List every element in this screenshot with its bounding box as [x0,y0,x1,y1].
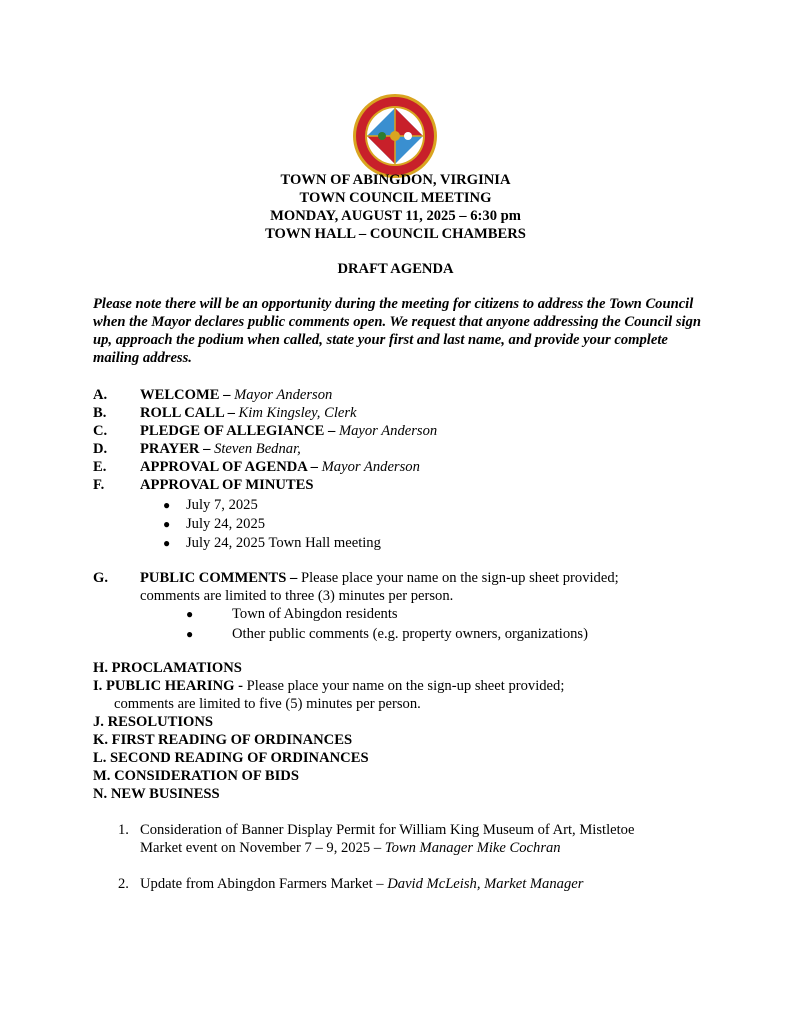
item-title: PUBLIC COMMENTS – [140,570,301,586]
header-location: TOWN HALL – COUNCIL CHAMBERS [265,226,526,242]
item-detail: Kim Kingsley, Clerk [238,405,357,421]
item-letter: G. [93,570,108,586]
section-l: L. SECOND READING OF ORDINANCES [93,750,369,766]
bullet-icon: ● [186,627,194,641]
bullet-icon: ● [163,536,171,550]
item-detail-cont: comments are limited to five (5) minutes per person. [114,696,421,712]
new-business-number: 1. [118,822,129,838]
bullet-icon: ● [186,607,194,621]
section-i [93,677,564,695]
item-detail: Please place your name on the sign-up sheet provided; [246,678,565,694]
item-letter: B. [93,405,107,421]
item-detail: Mayor Anderson [234,387,333,403]
item-detail: Mayor Anderson [338,423,438,439]
item-letter: C. [93,423,108,439]
item-letter: F. [93,477,105,493]
bullet-icon: ● [163,498,171,512]
header-date: MONDAY, AUGUST 11, 2025 – 6:30 pm [270,208,521,224]
item-detail: Mayor Anderson [321,459,420,475]
item-title: APPROVAL OF AGENDA – [140,459,322,475]
section-j: J. RESOLUTIONS [93,714,214,730]
item-letter: A. [93,387,108,403]
meeting-header [0,171,791,243]
item-title: I. PUBLIC HEARING - [93,678,247,694]
town-seal-logo [352,93,438,179]
new-business-item-1: Consideration of Banner Display Permit for William King Museum of Art, Mistletoe [140,822,635,838]
draft-agenda-title: DRAFT AGENDA [337,261,454,277]
intro-note: Please note there will be an opportunity during the meeting for citizens to address the Town Council when the Mayor declares public comments open. We request that anyone addressing the Council sign up, approach the podium when called, state your first and last name, and provide your complete mailing address. [93,296,701,366]
header-town: TOWN OF ABINGDON, VIRGINIA [280,172,511,188]
section-m: M. CONSIDERATION OF BIDS [93,768,299,784]
item-title: APPROVAL OF MINUTES [140,477,314,493]
bullet-icon: ● [163,517,171,531]
new-business-item-1-cont: Market event on November 7 – 9, 2025 – Town Manager Mike Cochran [140,840,561,856]
item-letter: D. [93,441,108,457]
new-business-item-2: Update from Abingdon Farmers Market – David McLeish, Market Manager [140,876,584,892]
section-h: H. PROCLAMATIONS [93,660,242,676]
new-business-number: 2. [118,876,129,892]
section-k: K. FIRST READING OF ORDINANCES [93,732,353,748]
item-title: PRAYER – [140,441,215,457]
item-detail: Steven Bednar, [214,441,301,457]
item-letter: E. [93,459,107,475]
item-detail-cont: comments are limited to three (3) minutes per person. [140,588,454,604]
item-title: ROLL CALL – [140,405,239,421]
item-detail: Please place your name on the sign-up sheet provided; [300,570,619,586]
item-title: PLEDGE OF ALLEGIANCE – [140,423,339,439]
header-meeting: TOWN COUNCIL MEETING [299,190,492,206]
section-n: N. NEW BUSINESS [93,786,220,802]
item-title: WELCOME – [140,387,235,403]
